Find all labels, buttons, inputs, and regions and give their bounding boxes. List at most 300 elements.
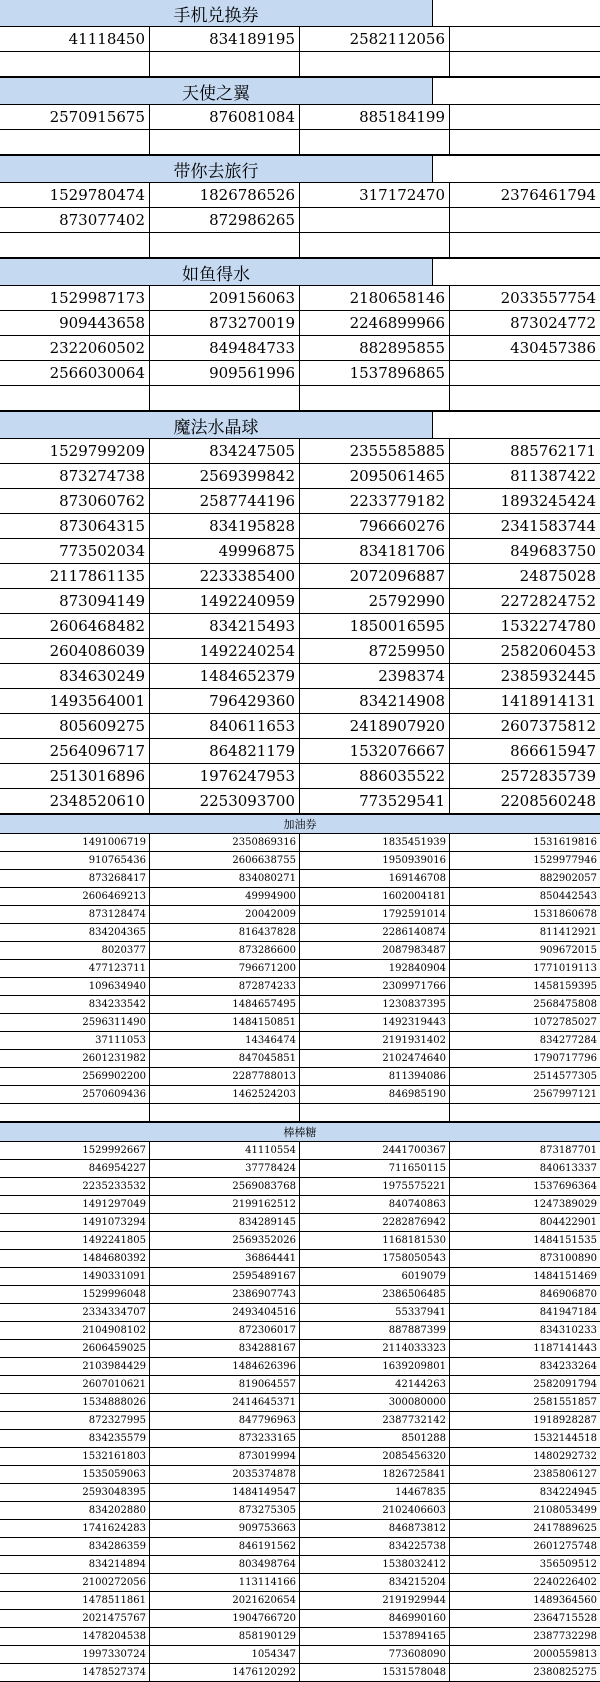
table-cell[interactable]: 909443658 — [0, 311, 150, 335]
table-cell[interactable]: 872986265 — [150, 208, 300, 232]
table-cell[interactable]: 2607010621 — [0, 1376, 150, 1393]
table-cell[interactable]: 816437828 — [150, 924, 300, 941]
table-cell[interactable]: 37778424 — [150, 1160, 300, 1177]
table-cell[interactable]: 1835451939 — [300, 834, 450, 851]
table-cell[interactable]: 873128474 — [0, 906, 150, 923]
table-cell[interactable]: 885184199 — [300, 105, 450, 129]
table-cell[interactable]: 819064557 — [150, 1376, 300, 1393]
table-cell[interactable]: 1826725841 — [300, 1466, 450, 1483]
table-cell[interactable] — [300, 130, 450, 154]
table-cell[interactable]: 1478527374 — [0, 1664, 150, 1681]
table-cell[interactable]: 834189195 — [150, 27, 300, 51]
section-title[interactable]: 天使之翼 — [0, 78, 433, 104]
table-cell[interactable]: 1850016595 — [300, 614, 450, 638]
section-title[interactable]: 棒棒糖 — [0, 1123, 600, 1141]
table-cell[interactable]: 1529780474 — [0, 183, 150, 207]
table-cell[interactable]: 49996875 — [150, 539, 300, 563]
section-header — [0, 155, 600, 183]
table-cell[interactable]: 1532144518 — [533, 1433, 597, 1444]
table-cell[interactable]: 876081084 — [150, 105, 300, 129]
table-cell[interactable]: 1168181530 — [300, 1232, 450, 1249]
table-cell[interactable] — [0, 1104, 150, 1121]
table-cell[interactable]: 8501288 — [300, 1430, 450, 1447]
table-cell[interactable]: 1532161803 — [0, 1448, 150, 1465]
table-cell[interactable]: 2570609436 — [0, 1086, 150, 1103]
table-cell[interactable]: 858190129 — [150, 1628, 300, 1645]
table-cell[interactable]: 113114166 — [150, 1574, 300, 1591]
table-cell[interactable] — [450, 1104, 600, 1121]
table-cell[interactable]: 1187141443 — [533, 1343, 597, 1354]
table-cell[interactable]: 1484652379 — [150, 664, 300, 688]
table-cell[interactable]: 873286600 — [150, 942, 300, 959]
table-cell[interactable]: 840740863 — [300, 1196, 450, 1213]
table-cell[interactable]: 2309971766 — [300, 978, 450, 995]
table-cell[interactable]: 2606459025 — [0, 1340, 150, 1357]
table-cell[interactable]: 873233165 — [150, 1430, 300, 1447]
table-cell[interactable]: 1476120292 — [150, 1664, 300, 1681]
table-cell[interactable]: 1489364560 — [533, 1595, 597, 1606]
table-cell[interactable]: 2604086039 — [0, 639, 150, 663]
table-cell[interactable]: 14467835 — [300, 1484, 450, 1501]
table-cell[interactable]: 1529977946 — [533, 855, 597, 866]
table-cell[interactable]: 1826786526 — [150, 183, 300, 207]
table-cell[interactable]: 1537894165 — [300, 1628, 450, 1645]
table-cell[interactable]: 872306017 — [150, 1322, 300, 1339]
table-cell[interactable]: 2567997121 — [533, 1089, 597, 1100]
table-cell[interactable]: 2253093700 — [150, 789, 300, 813]
table-cell[interactable]: 2035374878 — [150, 1466, 300, 1483]
table-cell[interactable]: 834181706 — [300, 539, 450, 563]
table-cell[interactable]: 2380825275 — [533, 1667, 597, 1678]
table-cell[interactable]: 805609275 — [0, 714, 150, 738]
table-cell[interactable]: 2582112056 — [300, 27, 450, 51]
table-cell[interactable]: 1975575221 — [300, 1178, 450, 1195]
table-cell[interactable]: 1484657495 — [150, 996, 300, 1013]
table-cell[interactable] — [300, 386, 450, 410]
table-cell[interactable]: 1462524203 — [150, 1086, 300, 1103]
table-cell[interactable]: 87259950 — [300, 639, 450, 663]
table-cell[interactable]: 1491297049 — [0, 1196, 150, 1213]
table-cell[interactable]: 1904766720 — [150, 1610, 300, 1627]
table-cell[interactable]: 2191929944 — [300, 1592, 450, 1609]
table-cell[interactable]: 2208560248 — [500, 792, 596, 810]
table-cell[interactable]: 2102406603 — [300, 1502, 450, 1519]
table-cell[interactable]: 2572835739 — [500, 767, 596, 785]
table-cell[interactable]: 1478204538 — [0, 1628, 150, 1645]
table-cell[interactable] — [450, 130, 600, 154]
table-cell[interactable]: 41110554 — [150, 1142, 300, 1159]
table-cell[interactable]: 834215204 — [300, 1574, 450, 1591]
table-cell[interactable]: 849683750 — [510, 542, 596, 560]
table-cell[interactable]: 804422901 — [539, 1217, 597, 1228]
table-cell[interactable]: 834630249 — [0, 664, 150, 688]
table-cell[interactable]: 834277284 — [539, 1035, 597, 1046]
table-cell[interactable]: 847045851 — [150, 1050, 300, 1067]
table-cell[interactable]: 2417889625 — [533, 1523, 597, 1534]
table-cell[interactable]: 834214908 — [300, 689, 450, 713]
table-cell[interactable]: 2386907743 — [150, 1286, 300, 1303]
table-cell[interactable]: 882895855 — [300, 336, 450, 360]
table-cell[interactable]: 2021620654 — [150, 1592, 300, 1609]
table-cell[interactable]: 1639209801 — [300, 1358, 450, 1375]
table-cell[interactable]: 356509512 — [539, 1559, 597, 1570]
table-cell[interactable]: 2287788013 — [150, 1068, 300, 1085]
table-cell[interactable]: 2569902200 — [0, 1068, 150, 1085]
table-cell[interactable]: 834235579 — [0, 1430, 150, 1447]
table-cell[interactable]: 866615947 — [510, 742, 596, 760]
table-cell[interactable]: 1893245424 — [500, 492, 596, 510]
table-cell[interactable]: 2569399842 — [150, 464, 300, 488]
table-cell[interactable]: 1997330724 — [0, 1646, 150, 1663]
table-cell[interactable] — [450, 105, 600, 129]
table-cell[interactable] — [450, 233, 600, 257]
table-cell[interactable]: 1531578048 — [300, 1664, 450, 1681]
table-cell[interactable]: 1491006719 — [0, 834, 150, 851]
table-cell[interactable]: 2566030064 — [0, 361, 150, 385]
table-cell[interactable]: 2418907920 — [300, 714, 450, 738]
table-cell[interactable]: 1741624283 — [0, 1520, 150, 1537]
table-cell[interactable]: 873060762 — [0, 489, 150, 513]
table-cell[interactable]: 1484680392 — [0, 1250, 150, 1267]
table-cell[interactable]: 1072785027 — [533, 1017, 597, 1028]
table-cell[interactable] — [450, 386, 600, 410]
table-cell[interactable]: 2601231982 — [0, 1050, 150, 1067]
table-cell[interactable] — [0, 233, 150, 257]
table-cell[interactable]: 2102474640 — [300, 1050, 450, 1067]
table-cell[interactable]: 909561996 — [150, 361, 300, 385]
table-cell[interactable]: 1484150851 — [150, 1014, 300, 1031]
table-cell[interactable]: 1529799209 — [0, 439, 150, 463]
table-cell[interactable]: 834080271 — [150, 870, 300, 887]
table-cell[interactable]: 873268417 — [0, 870, 150, 887]
table-cell[interactable]: 2233779182 — [300, 489, 450, 513]
table-cell[interactable]: 834233542 — [0, 996, 150, 1013]
table-cell[interactable]: 846985190 — [300, 1086, 450, 1103]
table-cell[interactable]: 1531860678 — [533, 909, 597, 920]
table-cell[interactable]: 6019079 — [300, 1268, 450, 1285]
table-cell[interactable]: 1529992667 — [0, 1142, 150, 1159]
section-title[interactable]: 加油券 — [0, 815, 600, 833]
table-cell[interactable]: 2033557754 — [500, 289, 596, 307]
table-cell[interactable]: 873019994 — [150, 1448, 300, 1465]
table-cell[interactable]: 2386506485 — [300, 1286, 450, 1303]
table-cell[interactable]: 882902057 — [539, 873, 597, 884]
table-cell[interactable] — [150, 52, 300, 76]
table-cell[interactable]: 834247505 — [150, 439, 300, 463]
table-cell[interactable]: 2441700367 — [300, 1142, 450, 1159]
table-cell[interactable]: 2272824752 — [500, 592, 596, 610]
table-cell[interactable]: 846954227 — [0, 1160, 150, 1177]
table-cell[interactable]: 49994900 — [150, 888, 300, 905]
table-cell[interactable]: 2021475767 — [0, 1610, 150, 1627]
table-cell[interactable]: 2072096887 — [300, 564, 450, 588]
table-cell[interactable]: 2581551857 — [533, 1397, 597, 1408]
table-cell[interactable] — [0, 52, 150, 76]
table-cell[interactable]: 2587744196 — [150, 489, 300, 513]
table-cell[interactable] — [300, 233, 450, 257]
table-cell[interactable]: 847796963 — [150, 1412, 300, 1429]
table-cell[interactable]: 2593048395 — [0, 1484, 150, 1501]
table-cell[interactable]: 2493404516 — [150, 1304, 300, 1321]
table-cell[interactable]: 834288167 — [150, 1340, 300, 1357]
table-cell[interactable]: 109634940 — [0, 978, 150, 995]
table-cell[interactable]: 1532274780 — [500, 617, 596, 635]
table-cell[interactable]: 2606638755 — [150, 852, 300, 869]
table-cell[interactable]: 873275305 — [150, 1502, 300, 1519]
table-cell[interactable] — [0, 130, 150, 154]
table-cell[interactable]: 711650115 — [300, 1160, 450, 1177]
table-cell[interactable]: 1534888026 — [0, 1394, 150, 1411]
section-title[interactable]: 如鱼得水 — [0, 259, 433, 285]
table-cell[interactable]: 873024772 — [510, 314, 596, 332]
table-cell[interactable]: 2387732142 — [300, 1412, 450, 1429]
table-cell[interactable]: 873064315 — [0, 514, 150, 538]
table-cell[interactable]: 1532076667 — [300, 739, 450, 763]
table-cell[interactable]: 873274738 — [0, 464, 150, 488]
table-cell[interactable]: 2569083768 — [150, 1178, 300, 1195]
table-cell[interactable] — [150, 1104, 300, 1121]
table-cell[interactable]: 41118450 — [0, 27, 150, 51]
table-cell[interactable]: 2414645371 — [150, 1394, 300, 1411]
table-cell[interactable]: 2564096717 — [0, 739, 150, 763]
table-cell[interactable]: 2607375812 — [500, 717, 596, 735]
table-cell[interactable]: 1535059063 — [0, 1466, 150, 1483]
table-cell[interactable]: 909753663 — [150, 1520, 300, 1537]
table-cell[interactable] — [450, 208, 600, 232]
table-cell[interactable]: 2385806127 — [533, 1469, 597, 1480]
table-cell[interactable]: 2513016896 — [0, 764, 150, 788]
table-cell[interactable]: 886035522 — [300, 764, 450, 788]
table-cell[interactable]: 1492240959 — [150, 589, 300, 613]
table-cell[interactable]: 2348520610 — [0, 789, 150, 813]
table-cell[interactable]: 840611653 — [150, 714, 300, 738]
table-cell[interactable]: 834195828 — [150, 514, 300, 538]
table-cell[interactable]: 846191562 — [150, 1538, 300, 1555]
table-cell[interactable]: 2334334707 — [0, 1304, 150, 1321]
table-cell[interactable]: 864821179 — [150, 739, 300, 763]
table-cell[interactable]: 2398374 — [300, 664, 450, 688]
table-cell[interactable]: 834215493 — [150, 614, 300, 638]
table-cell[interactable]: 317172470 — [300, 183, 450, 207]
table-cell[interactable]: 2385932445 — [500, 667, 596, 685]
table-cell[interactable]: 2514577305 — [533, 1071, 597, 1082]
table-cell[interactable]: 773502034 — [0, 539, 150, 563]
table-cell[interactable]: 2103984429 — [0, 1358, 150, 1375]
table-cell[interactable]: 803498764 — [150, 1556, 300, 1573]
table-cell[interactable]: 1484149547 — [150, 1484, 300, 1501]
table-cell[interactable]: 2364715528 — [533, 1613, 597, 1624]
table-cell[interactable] — [0, 386, 150, 410]
table-cell[interactable]: 1492240254 — [150, 639, 300, 663]
table-cell[interactable]: 1493564001 — [0, 689, 150, 713]
table-cell[interactable]: 1976247953 — [150, 764, 300, 788]
table-cell[interactable]: 1484151535 — [533, 1235, 597, 1246]
table-cell[interactable]: 1538032412 — [300, 1556, 450, 1573]
table-cell[interactable]: 872874233 — [150, 978, 300, 995]
table-cell[interactable]: 2387732298 — [533, 1631, 597, 1642]
table-cell[interactable]: 849484733 — [150, 336, 300, 360]
table-cell[interactable]: 1790717796 — [533, 1053, 597, 1064]
table-cell[interactable]: 1484151469 — [533, 1271, 597, 1282]
table-cell[interactable]: 834202880 — [0, 1502, 150, 1519]
table-cell[interactable]: 846873812 — [300, 1520, 450, 1537]
table-cell[interactable]: 169146708 — [300, 870, 450, 887]
table-cell[interactable]: 24875028 — [519, 567, 596, 585]
table-cell[interactable]: 477123711 — [0, 960, 150, 977]
table-cell[interactable] — [300, 208, 450, 232]
table-cell[interactable]: 910765436 — [0, 852, 150, 869]
table-cell[interactable]: 873094149 — [0, 589, 150, 613]
table-cell[interactable]: 2582060453 — [500, 642, 596, 660]
table-cell[interactable]: 1492319443 — [300, 1014, 450, 1031]
table-cell[interactable]: 2100272056 — [0, 1574, 150, 1591]
table-cell[interactable]: 846906870 — [539, 1289, 597, 1300]
table-cell[interactable]: 1054347 — [150, 1646, 300, 1663]
table-cell[interactable] — [450, 361, 600, 385]
table-cell[interactable]: 2085456320 — [300, 1448, 450, 1465]
table-cell[interactable]: 37111053 — [0, 1032, 150, 1049]
table-cell[interactable]: 2606469213 — [0, 888, 150, 905]
table-cell[interactable]: 1792591014 — [300, 906, 450, 923]
table-cell[interactable]: 1771019113 — [533, 963, 597, 974]
table-cell[interactable]: 834289145 — [150, 1214, 300, 1231]
table-cell[interactable]: 2095061465 — [300, 464, 450, 488]
table-cell[interactable]: 1478511861 — [0, 1592, 150, 1609]
table-cell[interactable]: 192840904 — [300, 960, 450, 977]
table-cell[interactable]: 2282876942 — [300, 1214, 450, 1231]
table-cell[interactable]: 1529987173 — [0, 286, 150, 310]
section-title[interactable]: 带你去旅行 — [0, 156, 433, 182]
table-cell[interactable]: 2180658146 — [300, 286, 450, 310]
table-cell[interactable]: 2569352026 — [150, 1232, 300, 1249]
table-cell[interactable]: 42144263 — [300, 1376, 450, 1393]
table-cell[interactable]: 811387422 — [510, 467, 596, 485]
section-title[interactable]: 手机兑换券 — [0, 0, 433, 26]
table-cell[interactable]: 840613337 — [539, 1163, 597, 1174]
table-cell[interactable]: 2191931402 — [300, 1032, 450, 1049]
table-cell[interactable]: 2000559813 — [533, 1649, 597, 1660]
table-cell[interactable]: 873077402 — [0, 208, 150, 232]
table-cell[interactable]: 2601275748 — [533, 1541, 597, 1552]
table-cell[interactable]: 834204365 — [0, 924, 150, 941]
table-cell[interactable]: 2246899966 — [300, 311, 450, 335]
table-cell[interactable]: 811394086 — [300, 1068, 450, 1085]
table-cell[interactable]: 1758050543 — [300, 1250, 450, 1267]
table-cell[interactable]: 1230837395 — [300, 996, 450, 1013]
table-cell[interactable]: 1458159395 — [533, 981, 597, 992]
table-cell[interactable]: 1490331091 — [0, 1268, 150, 1285]
table-cell[interactable]: 20042009 — [150, 906, 300, 923]
table-cell[interactable]: 850442543 — [539, 891, 597, 902]
table-cell[interactable] — [150, 130, 300, 154]
table-cell[interactable]: 55337941 — [300, 1304, 450, 1321]
table-cell[interactable]: 846990160 — [300, 1610, 450, 1627]
table-cell[interactable]: 1537696364 — [533, 1181, 597, 1192]
table-cell[interactable]: 1484626396 — [150, 1358, 300, 1375]
table-cell[interactable]: 811412921 — [539, 927, 597, 938]
table-cell[interactable]: 2117861135 — [0, 564, 150, 588]
table-cell[interactable]: 2350869316 — [150, 834, 300, 851]
table-cell[interactable]: 2322060502 — [0, 336, 150, 360]
table-cell[interactable]: 841947184 — [539, 1307, 597, 1318]
table-cell[interactable]: 2286140874 — [300, 924, 450, 941]
table-cell[interactable]: 2568475808 — [533, 999, 597, 1010]
table-cell[interactable]: 8020377 — [0, 942, 150, 959]
table-cell[interactable]: 1247389029 — [533, 1199, 597, 1210]
table-cell[interactable]: 773529541 — [300, 789, 450, 813]
table-cell[interactable]: 2114033323 — [300, 1340, 450, 1357]
table-cell[interactable]: 885762171 — [510, 442, 596, 460]
table-cell[interactable]: 773608090 — [300, 1646, 450, 1663]
table-cell[interactable]: 2240226402 — [533, 1577, 597, 1588]
table-cell[interactable] — [450, 52, 600, 76]
table-cell[interactable]: 14346474 — [150, 1032, 300, 1049]
table-cell[interactable]: 2376461794 — [500, 186, 596, 204]
table-cell[interactable]: 300080000 — [300, 1394, 450, 1411]
table-cell[interactable]: 1529996048 — [0, 1286, 150, 1303]
table-cell[interactable] — [300, 52, 450, 76]
table-cell[interactable]: 834233264 — [539, 1361, 597, 1372]
table-cell[interactable]: 1950939016 — [300, 852, 450, 869]
table-cell[interactable]: 873187701 — [539, 1145, 597, 1156]
table-cell[interactable]: 834286359 — [0, 1538, 150, 1555]
table-cell[interactable]: 36864441 — [150, 1250, 300, 1267]
table-cell[interactable]: 834224945 — [539, 1487, 597, 1498]
table-cell[interactable] — [150, 233, 300, 257]
table-cell[interactable]: 2595489167 — [150, 1268, 300, 1285]
table-cell[interactable]: 1602004181 — [300, 888, 450, 905]
table-cell[interactable]: 873100890 — [539, 1253, 597, 1264]
table-cell[interactable]: 1492241805 — [0, 1232, 150, 1249]
table-cell[interactable] — [450, 27, 600, 51]
table-cell[interactable]: 2570915675 — [0, 105, 150, 129]
table-cell[interactable]: 1418914131 — [500, 692, 596, 710]
table-cell[interactable]: 2104908102 — [0, 1322, 150, 1339]
table-cell[interactable]: 887887399 — [300, 1322, 450, 1339]
table-cell[interactable]: 2341583744 — [500, 517, 596, 535]
table-cell[interactable]: 796660276 — [300, 514, 450, 538]
table-cell[interactable]: 1480292732 — [533, 1451, 597, 1462]
table-cell[interactable]: 1491073294 — [0, 1214, 150, 1231]
table-cell[interactable]: 796671200 — [150, 960, 300, 977]
table-cell[interactable]: 2087983487 — [300, 942, 450, 959]
table-cell[interactable]: 1537896865 — [300, 361, 450, 385]
table-cell[interactable]: 873270019 — [150, 311, 300, 335]
table-cell[interactable]: 834225738 — [300, 1538, 450, 1555]
table-cell[interactable]: 834214894 — [0, 1556, 150, 1573]
table-cell[interactable]: 430457386 — [510, 339, 596, 357]
table-cell[interactable]: 2596311490 — [0, 1014, 150, 1031]
table-cell[interactable]: 2355585885 — [300, 439, 450, 463]
table-cell[interactable]: 2108053499 — [533, 1505, 597, 1516]
table-cell[interactable]: 25792990 — [300, 589, 450, 613]
table-cell[interactable]: 2606468482 — [0, 614, 150, 638]
table-cell[interactable]: 872327995 — [0, 1412, 150, 1429]
table-cell[interactable]: 209156063 — [150, 286, 300, 310]
table-cell[interactable]: 834310233 — [539, 1325, 597, 1336]
table-cell[interactable]: 1918928287 — [533, 1415, 597, 1426]
table-cell[interactable]: 909672015 — [539, 945, 597, 956]
table-cell[interactable]: 2233385400 — [150, 564, 300, 588]
table-cell[interactable]: 1531619816 — [533, 837, 597, 848]
table-cell[interactable]: 2582091794 — [533, 1379, 597, 1390]
table-cell[interactable] — [150, 386, 300, 410]
table-cell[interactable]: 796429360 — [150, 689, 300, 713]
section-title[interactable]: 魔法水晶球 — [0, 412, 433, 438]
table-cell[interactable] — [300, 1104, 450, 1121]
table-cell[interactable]: 2235233532 — [0, 1178, 150, 1195]
table-cell[interactable]: 2199162512 — [150, 1196, 300, 1213]
